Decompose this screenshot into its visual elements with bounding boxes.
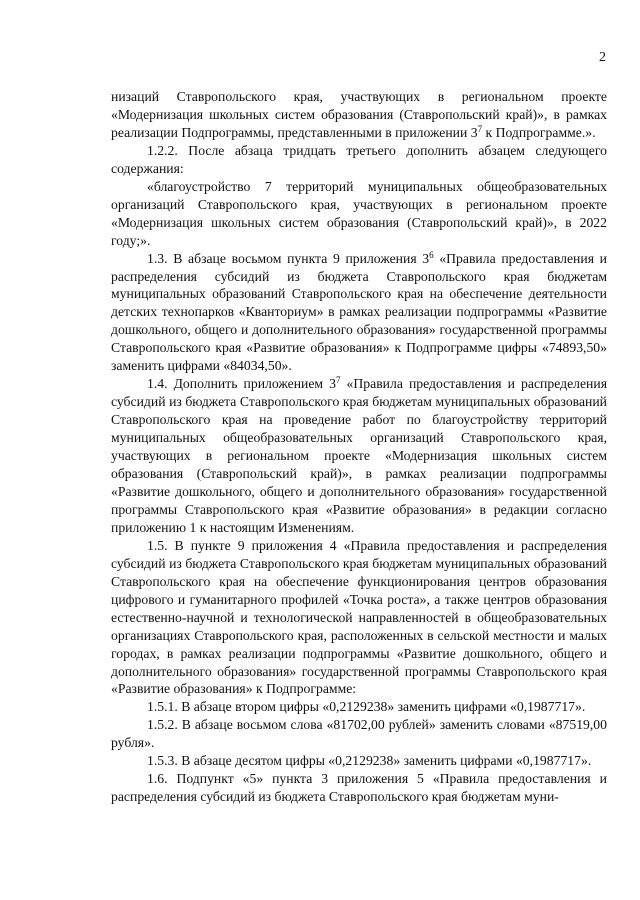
paragraph-text: 1.5.2. В абзаце восьмом слова «81702,00 рублей» заменить словами «87519,00 рубля». [111, 717, 607, 751]
paragraph-text: 1.5.1. В абзаце втором цифры «0,2129238» заменить цифрами «0,1987717». [147, 699, 586, 715]
superscript: 7 [477, 123, 483, 134]
paragraph-1-5 [111, 537, 607, 699]
paragraph-1-5-2 [111, 716, 607, 752]
paragraph-text: 1.2.2. После абзаца тридцать третьего дополнить абзацем следующего содержания: [111, 142, 607, 176]
page-number: 2 [599, 50, 606, 65]
paragraph-tail: «Правила предоставления и распределения субсидий из бюджета Ставропольского края бюджетам муниципальных образований Ставропольского края на обеспечение деятельности детских технопарков «Кванториум» в рамках реализации подпрограммы «Развитие дошкольного, общего и дополнительного образования» государственной программы Ставропольского края «Развитие образования» к Подпрограмме цифры «74893,50» заменить цифрами «84034,50». [111, 250, 607, 374]
paragraph-continuation [111, 88, 607, 142]
paragraph-text: 1.5. В пункте 9 приложения 4 «Правила предоставления и распределения субсидий из бюджета Ставропольского края бюджетам муниципальных образований Ставропольского края на обеспечение функционирования центров образования цифрового и гуманитарного профилей «Точка роста», а также центров образования естественно-научной и технологической направленностей в общеобразовательных организациях Ставропольского края, расположенных в сельской местности и малых городах, в рамках реализации подпрограммы «Развитие дошкольного, общего и дополнительного образования» государственной программы Ставропольского края «Развитие образования» к Подпрограмме: [111, 537, 607, 697]
paragraph-quote [111, 178, 607, 250]
superscript: 7 [336, 375, 341, 386]
paragraph-1-2-2 [111, 142, 607, 178]
paragraph-1-5-3 [111, 752, 607, 770]
paragraph-text: 1.4. Дополнить приложением 3 [147, 376, 336, 392]
paragraph-text: низаций Ставропольского края, участвующих в региональном проекте «Модернизация школьных систем образования (Ставропольский край)», в рамках реализации Подпрограммы, представленными в приложении 3 [111, 89, 607, 140]
document-body [111, 88, 607, 806]
paragraph-text: 1.3. В абзаце восьмом пункта 9 приложения 3 [147, 250, 430, 266]
paragraph-text: 1.6. Подпункт «5» пункта 3 приложения 5 «Правила предоставления и распределения субсидий из бюджета Ставропольского края бюджетам муни- [111, 771, 607, 805]
paragraph-text: «благоустройство 7 территорий муниципальных общеобразовательных организаций Ставропольского края, участвующих в региональном проекте «Модернизация школьных систем образования (Ставропольский край)», в 2022 году;». [111, 178, 607, 248]
paragraph-1-4 [111, 375, 607, 537]
paragraph-text: 1.5.3. В абзаце десятом цифры «0,2129238» заменить цифрами «0,1987717». [147, 753, 592, 769]
paragraph-1-3 [111, 250, 607, 376]
paragraph-tail: к Подпрограмме.». [482, 124, 596, 140]
paragraph-1-6 [111, 770, 607, 806]
paragraph-tail: «Правила предоставления и распределения субсидий из бюджета Ставропольского края бюджетам муниципальных образований Ставропольского края на проведение работ по благоустройству территорий муниципальных общеобразовательных организаций Ставропольского края, участвующих в региональном проекте «Модернизация школьных систем образования (Ставропольский край)», в рамках реализации подпрограммы «Развитие дошкольного, общего и дополнительного образования» государственной программы Ставропольского края «Развитие образования» в редакции согласно приложению 1 к настоящим Изменениям. [111, 376, 607, 535]
superscript: 6 [429, 249, 434, 260]
paragraph-1-5-1 [111, 698, 607, 716]
